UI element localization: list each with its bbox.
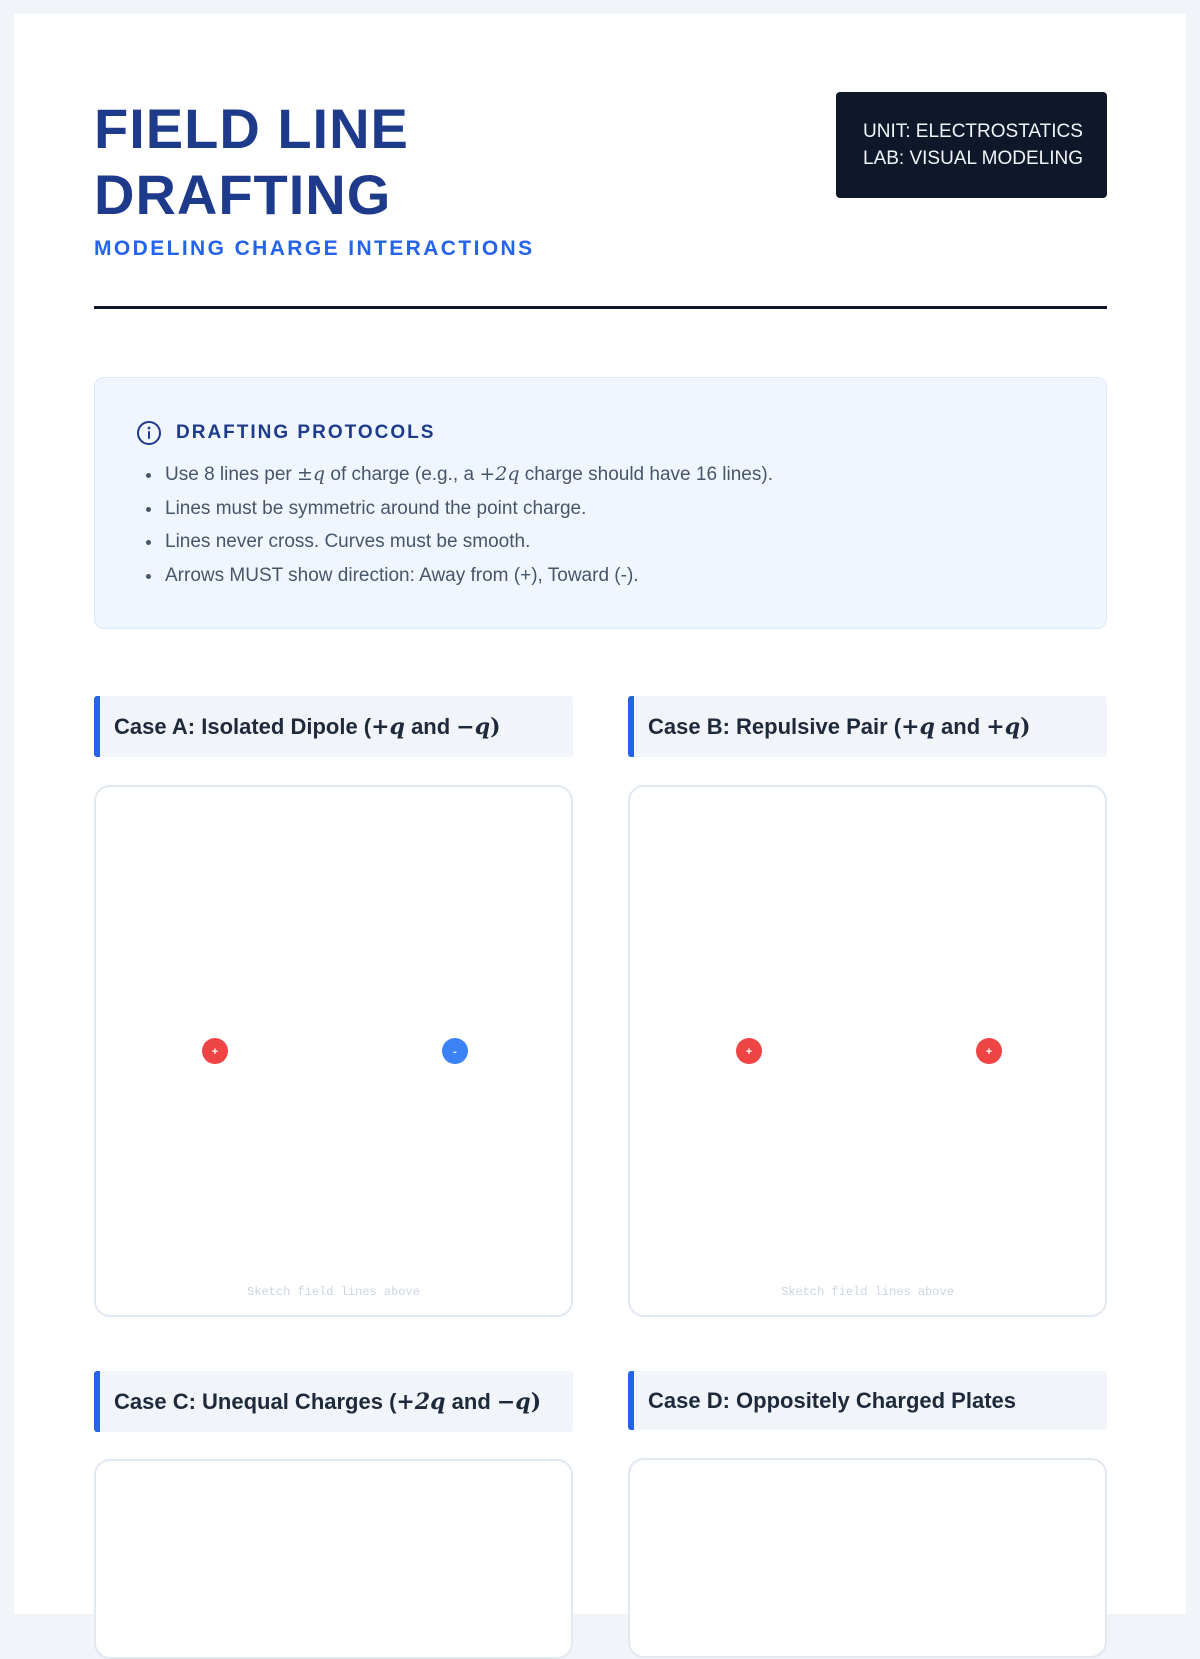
case-b-close-paren: ) xyxy=(1020,713,1031,740)
math-expression: +q xyxy=(371,713,405,740)
negative-charge xyxy=(442,1038,468,1064)
math-expression: −q xyxy=(496,1388,531,1415)
case-d-drawing-area[interactable] xyxy=(628,1458,1107,1658)
info-icon xyxy=(136,420,162,446)
case-b-header xyxy=(628,696,1107,757)
header-divider xyxy=(94,306,1107,309)
math-expression: ±q xyxy=(297,463,326,485)
math-expression: −q xyxy=(456,713,491,740)
case-a-canvas xyxy=(96,787,575,1319)
protocols-panel xyxy=(94,377,1107,629)
protocol-item: • Arrows MUST show direction: Away from (+), Toward (-). xyxy=(163,559,773,593)
case-c-drawing-area[interactable] xyxy=(94,1459,573,1659)
protocol-text: charge should have 16 lines). xyxy=(519,464,773,485)
page-subtitle: MODELING CHARGE INTERACTIONS xyxy=(94,237,535,260)
case-a-drawing-area[interactable] xyxy=(94,785,573,1317)
protocol-text: Use 8 lines per xyxy=(165,464,298,485)
math-expression: +2q xyxy=(396,1388,446,1415)
unit-label: UNIT: ELECTROSTATICS xyxy=(863,121,1083,142)
sketch-hint: Sketch field lines above xyxy=(247,1285,420,1299)
positive-charge xyxy=(976,1038,1002,1064)
case-a-label: Case A: Isolated Dipole ( xyxy=(114,713,372,739)
math-expression: +q xyxy=(901,713,935,740)
protocols-list xyxy=(135,458,773,592)
lab-label: LAB: VISUAL MODELING xyxy=(863,148,1083,169)
case-c-label: Case C: Unequal Charges ( xyxy=(114,1388,397,1414)
case-a-title xyxy=(114,714,501,740)
case-d-header xyxy=(628,1371,1107,1430)
page-title-line-2: DRAFTING xyxy=(94,163,392,226)
protocols-header xyxy=(136,420,435,446)
case-c-header xyxy=(94,1371,573,1432)
charge-sign: + xyxy=(211,1046,219,1058)
math-expression: +2q xyxy=(479,463,520,485)
case-b-canvas xyxy=(630,787,1109,1319)
unit-badge xyxy=(836,92,1107,198)
page-title-line-1: FIELD LINE xyxy=(94,97,409,160)
case-d-title: Case D: Oppositely Charged Plates xyxy=(648,1387,1016,1413)
protocol-text: of charge (e.g., a xyxy=(325,464,480,485)
case-b-title xyxy=(648,714,1031,740)
charge-sign: + xyxy=(745,1046,753,1058)
worksheet-page xyxy=(14,14,1186,1614)
page-title xyxy=(94,96,409,228)
case-c-conjunction: and xyxy=(445,1388,497,1414)
case-a-header xyxy=(94,696,573,757)
case-c-title xyxy=(114,1389,541,1415)
charge-sign: - xyxy=(453,1046,457,1058)
case-a-close-paren: ) xyxy=(490,713,501,740)
positive-charge xyxy=(202,1038,228,1064)
case-a-conjunction: and xyxy=(404,713,457,739)
protocol-item: • Lines never cross. Curves must be smooth. xyxy=(163,525,773,559)
case-b-conjunction: and xyxy=(934,713,987,739)
protocol-item: • Lines must be symmetric around the point charge. xyxy=(163,492,773,526)
math-expression: +q xyxy=(986,713,1021,740)
protocols-title: DRAFTING PROTOCOLS xyxy=(176,422,436,443)
case-b-label: Case B: Repulsive Pair ( xyxy=(648,713,902,739)
case-b-drawing-area[interactable] xyxy=(628,785,1107,1317)
positive-charge xyxy=(736,1038,762,1064)
case-c-close-paren: ) xyxy=(530,1388,542,1415)
charge-sign: + xyxy=(985,1046,993,1058)
sketch-hint: Sketch field lines above xyxy=(781,1285,954,1299)
protocol-item xyxy=(163,458,773,492)
